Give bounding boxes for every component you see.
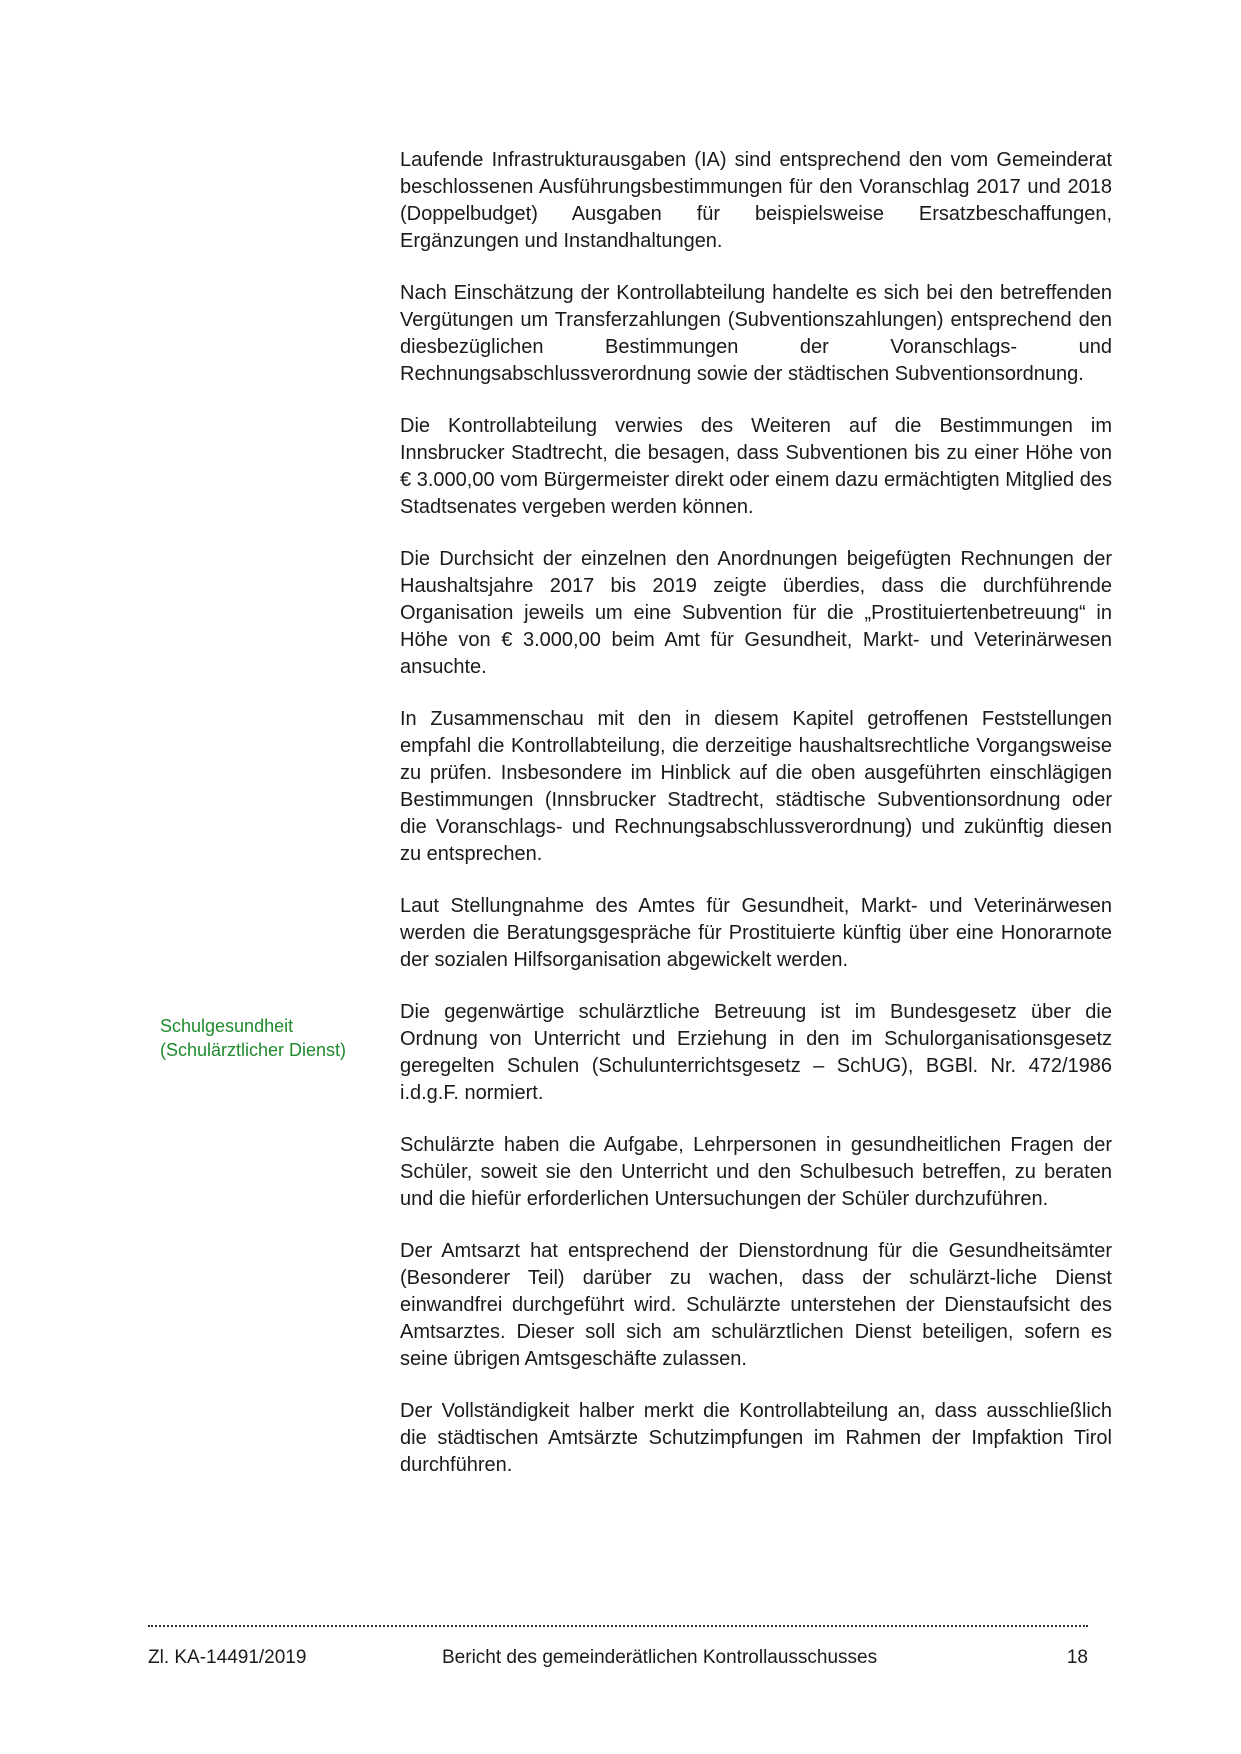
footer-report-title: Bericht des gemeinderätlichen Kontrollausschusses	[442, 1647, 878, 1668]
footer-reference: Zl. KA-14491/2019	[148, 1647, 307, 1668]
paragraph-school-health-law: Die gegenwärtige schulärztliche Betreuung ist im Bundesgesetz über die Ordnung von Unterricht und Erziehung in den im Schulorganisationsgesetz geregelten Schulen (Schulunterrichtsgesetz – SchUG), BGBl. Nr. 472/1986 i.d.g.F. normiert.	[400, 1001, 1112, 1104]
footer-page-number: 18	[1066, 1647, 1088, 1668]
paragraph-public-health-officer: Der Amtsarzt hat entsprechend der Dienstordnung für die Gesundheitsämter (Besonderer Teil) darüber zu wachen, dass der schulärzt-liche Dienst einwandfrei durchgeführt wird. Schulärzte unterstehen der Dienstaufsicht des Amtsarztes. Dieser soll sich am schulärztlichen Dienst beteiligen, sofern es seine übrigen Amtsgeschäfte zulassen.	[400, 1240, 1112, 1370]
paragraph-office-statement: Laut Stellungnahme des Amtes für Gesundheit, Markt- und Veterinärwesen werden die Beratungsgespräche für Prostituierte künftig über eine Honorarnote der sozialen Hilfsorganisation abgewickelt werden.	[400, 895, 1112, 971]
paragraph-school-doctor-duties: Schulärzte haben die Aufgabe, Lehrpersonen in gesundheitlichen Fragen der Schüler, soweit sie den Unterricht und den Schulbesuch betreffen, zu beraten und die hiefür erforderlichen Untersuchungen der Schüler durchzuführen.	[400, 1134, 1112, 1210]
footer-dotted-rule	[148, 1625, 1088, 1627]
paragraph-infrastructure-expenses: Laufende Infrastrukturausgaben (IA) sind entsprechend den vom Gemeinderat beschlossenen Ausführungsbestimmungen für den Voranschlag 2017 und 2018 (Doppelbudget) Ausgaben für beispielsweise Ersatzbeschaffungen, Ergänzungen und Instandhaltungen.	[400, 149, 1112, 252]
margin-heading-line-1: Schulgesundheit	[160, 1016, 294, 1036]
page-footer	[148, 1645, 1088, 1671]
paragraph-invoice-review: Die Durchsicht der einzelnen den Anordnungen beigefügten Rechnungen der Haushaltsjahre 2017 bis 2019 zeigte überdies, dass die durchführende Organisation jeweils um eine Subvention für die „Prostituiertenbetreuung“ in Höhe von € 3.000,00 beim Amt für Gesundheit, Markt- und Veterinärwesen ansuchte.	[400, 548, 1112, 678]
paragraph-transfer-payments: Nach Einschätzung der Kontrollabteilung handelte es sich bei den betreffenden Vergütungen um Transferzahlungen (Subventionszahlungen) entsprechend den diesbezüglichen Bestimmungen der Voranschlags- und Rechnungsabschlussverordnung sowie der städtischen Subventionsordnung.	[400, 282, 1112, 385]
paragraph-vaccinations: Der Vollständigkeit halber merkt die Kontrollabteilung an, dass ausschließlich die städtischen Amtsärzte Schutzimpfungen im Rahmen der Impfaktion Tirol durchführen.	[400, 1400, 1112, 1476]
margin-heading-line-2: (Schulärztlicher Dienst)	[160, 1040, 347, 1060]
margin-heading-school-health	[160, 1014, 380, 1062]
body-text-column	[400, 147, 1112, 1479]
paragraph-city-law-subsidies: Die Kontrollabteilung verwies des Weiteren auf die Bestimmungen im Innsbrucker Stadtrecht, die besagen, dass Subventionen bis zu einer Höhe von € 3.000,00 vom Bürgermeister direkt oder einem dazu ermächtigten Mitglied des Stadtsenates vergeben werden können.	[400, 415, 1112, 518]
paragraph-recommendation: In Zusammenschau mit den in diesem Kapitel getroffenen Feststellungen empfahl die Kontrollabteilung, die derzeitige haushaltsrechtliche Vorgangsweise zu prüfen. Insbesondere im Hinblick auf die oben ausgeführten einschlägigen Bestimmungen (Innsbrucker Stadtrecht, städtische Subventionsordnung oder die Voranschlags- und Rechnungsabschlussverordnung) und zukünftig diesen zu entsprechen.	[400, 708, 1112, 865]
